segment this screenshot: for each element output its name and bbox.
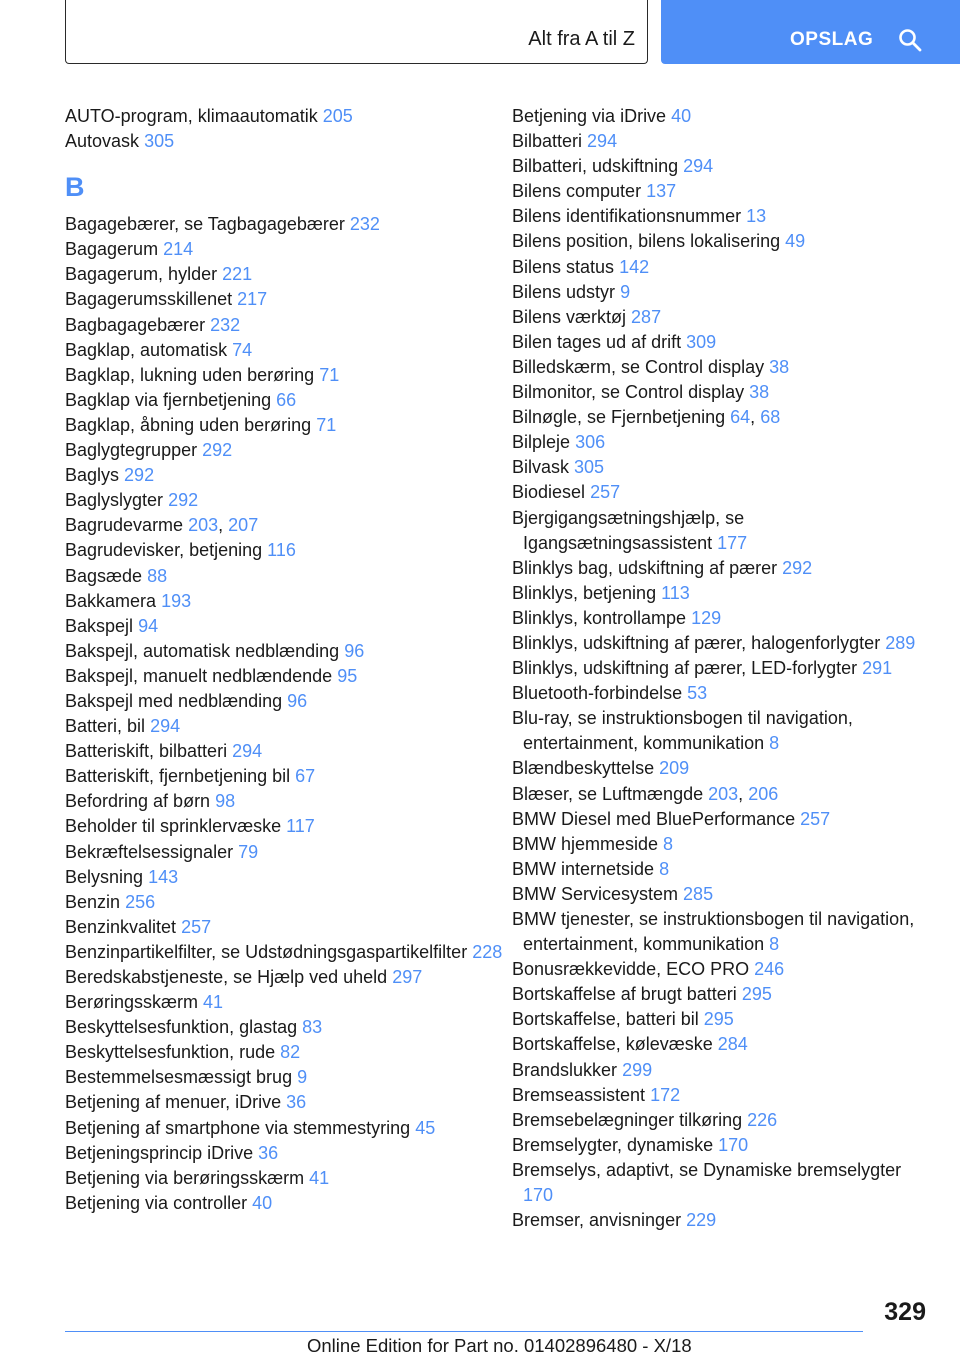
page-link[interactable]: 226: [747, 1109, 778, 1130]
index-entry: [512, 556, 922, 581]
index-entry: [512, 330, 922, 355]
index-entry: [512, 280, 922, 305]
index-entry: [65, 1116, 505, 1141]
index-entry: [65, 714, 505, 739]
page-link[interactable]: 66: [276, 389, 297, 410]
index-entry: [512, 255, 922, 280]
index-entry-text: Bilens udstyr: [512, 281, 616, 302]
page-link[interactable]: 9: [297, 1067, 308, 1088]
index-entry: [65, 1015, 505, 1040]
index-entry: [512, 706, 922, 756]
page-link[interactable]: 177: [717, 532, 748, 553]
page-number: 329: [884, 1298, 926, 1326]
index-entry-text: Bilnøgle, se Fjernbetjening: [512, 407, 726, 428]
page-link[interactable]: 294: [150, 716, 181, 737]
index-entry-text: Baglys: [65, 465, 120, 486]
page-link[interactable]: 289: [885, 632, 916, 653]
page-link[interactable]: 143: [148, 866, 179, 887]
index-entry: [65, 764, 505, 789]
index-entry-text: Bagagebærer, se Tagbagagebærer: [65, 214, 345, 235]
index-entry: [65, 1040, 505, 1065]
index-entry: [65, 1166, 505, 1191]
index-entry: [512, 430, 922, 455]
page-link[interactable]: 284: [717, 1034, 748, 1055]
page-link[interactable]: 36: [258, 1142, 279, 1163]
index-entry-text: Bestemmelsesmæssigt brug: [65, 1067, 293, 1088]
index-entry-text: Belysning: [65, 866, 144, 887]
index-entry-text: Biodiesel: [512, 482, 586, 503]
page-link[interactable]: 38: [769, 356, 790, 377]
page-link[interactable]: 203: [708, 783, 739, 804]
page-link[interactable]: 292: [124, 465, 155, 486]
page-link[interactable]: 305: [144, 131, 175, 152]
index-entry-text: Batteriskift, bilbatteri: [65, 741, 228, 762]
page-link[interactable]: 203: [188, 515, 219, 536]
page-link[interactable]: 257: [800, 808, 831, 829]
index-entry-text: Bortskaffelse, batteri bil: [512, 1009, 699, 1030]
index-entry: [512, 506, 922, 556]
index-entry-text: BMW Diesel med BluePerformance: [512, 808, 796, 829]
page-link[interactable]: 287: [631, 306, 662, 327]
index-entry: [512, 480, 922, 505]
top-entries: [65, 104, 505, 154]
index-entry-text: Bremselys, adaptivt, se Dynamiske bremselygter: [512, 1159, 902, 1180]
index-entry-text: Bagrudevisker, betjening: [65, 540, 263, 561]
index-entry-text: Brandslukker: [512, 1059, 618, 1080]
index-entry: [65, 664, 505, 689]
page-link[interactable]: 88: [147, 565, 168, 586]
index-entry-text: Autovask: [65, 131, 140, 152]
page-link[interactable]: 228: [472, 941, 503, 962]
index-column-right: [512, 104, 922, 1233]
page-link[interactable]: 49: [785, 231, 806, 252]
page-link[interactable]: 98: [215, 791, 236, 812]
index-entry-text: Beredskabstjeneste, se Hjælp ved uheld: [65, 967, 388, 987]
page-link[interactable]: 71: [319, 364, 340, 385]
page-link[interactable]: 40: [252, 1192, 273, 1213]
page-link[interactable]: 295: [703, 1009, 734, 1030]
page-link[interactable]: 113: [661, 582, 690, 603]
page-link[interactable]: 299: [622, 1059, 653, 1080]
index-entry: [512, 907, 922, 957]
index-entry: [65, 589, 505, 614]
index-entry: [512, 857, 922, 882]
page-link[interactable]: 67: [295, 766, 316, 787]
page-link[interactable]: 53: [687, 683, 708, 704]
index-entry-text: Blu-ray, se instruktionsbogen til navigation, entertainment, kommunikation: [512, 708, 853, 754]
index-tab[interactable]: [65, 0, 648, 64]
index-entry: [65, 212, 505, 237]
page-link[interactable]: 309: [686, 331, 717, 352]
index-entry-text: Bagrudevarme: [65, 515, 184, 536]
index-entry: [512, 229, 922, 254]
index-entry-text: Bagbagagebærer: [65, 314, 206, 335]
index-entry-text: BMW internetside: [512, 858, 655, 879]
page-link[interactable]: 40: [671, 106, 692, 126]
index-entry: [65, 262, 505, 287]
index-entry: [512, 455, 922, 480]
page-link[interactable]: 214: [163, 239, 194, 260]
index-entry: [65, 1191, 505, 1216]
index-entry-text: Bortskaffelse, kølevæske: [512, 1034, 713, 1055]
index-entry-text: Betjening via controller: [65, 1192, 248, 1213]
page-link[interactable]: 94: [138, 615, 159, 636]
index-entry-text: Batteriskift, fjernbetjening bil: [65, 766, 291, 787]
section-entries: [512, 104, 922, 1233]
search-icon[interactable]: [898, 28, 922, 52]
index-entry: [65, 363, 505, 388]
index-entry: [65, 129, 505, 154]
index-entry: [65, 413, 505, 438]
index-entry-text: Befordring af børn: [65, 791, 211, 812]
index-entry-text: Bortskaffelse af brugt batteri: [512, 984, 737, 1005]
page-link[interactable]: 170: [718, 1134, 749, 1155]
index-entry: [65, 990, 505, 1015]
page-link[interactable]: 117: [286, 816, 315, 837]
page-link[interactable]: 95: [337, 665, 358, 686]
index-entry: [65, 915, 505, 940]
index-entry: [65, 338, 505, 363]
index-entry: [65, 890, 505, 915]
index-tab-label: Alt fra A til Z: [528, 28, 635, 50]
page-link[interactable]: 294: [683, 156, 714, 177]
index-entry: [512, 355, 922, 380]
index-entry: [65, 639, 505, 664]
index-entry: [65, 814, 505, 839]
index-entry: [65, 1090, 505, 1115]
page-link[interactable]: 291: [862, 658, 893, 679]
page-link[interactable]: 96: [344, 640, 365, 661]
index-entry: [512, 1133, 922, 1158]
section-entries: [65, 212, 505, 1216]
index-entry-text: Bakspejl med nedblænding: [65, 690, 283, 711]
page-link[interactable]: 79: [238, 841, 259, 862]
index-entry: [512, 1058, 922, 1083]
page-link[interactable]: 68: [760, 407, 781, 428]
index-entry: [65, 1141, 505, 1166]
index-entry: [512, 204, 922, 229]
index-entry: [65, 488, 505, 513]
index-entry: [65, 237, 505, 262]
index-entry: [65, 965, 505, 990]
index-entry: [512, 832, 922, 857]
footer-divider: [65, 1331, 863, 1332]
index-entry: [65, 739, 505, 764]
index-entry-text: Beholder til sprinklervæske: [65, 816, 282, 837]
page-link[interactable]: 116: [267, 540, 296, 561]
page-link[interactable]: 129: [691, 607, 722, 628]
index-entry-text: Bilens computer: [512, 181, 642, 202]
index-entry: [512, 1032, 922, 1057]
index-entry: [512, 1083, 922, 1108]
page-link[interactable]: 217: [237, 289, 268, 310]
page-link[interactable]: 193: [161, 590, 192, 611]
index-entry-text: Blinklys, udskiftning af pærer, halogenforlygter: [512, 632, 881, 653]
index-entry: [65, 104, 505, 129]
index-entry: [512, 154, 922, 179]
index-entry: [512, 957, 922, 982]
section-letter: B: [65, 172, 85, 203]
index-entry-text: Bagagerum, hylder: [65, 264, 218, 285]
index-entry-text: Berøringsskærm: [65, 992, 199, 1013]
index-entry-text: Bakkamera: [65, 590, 157, 611]
page-link[interactable]: 292: [168, 490, 199, 511]
edition-footer: Online Edition for Part no. 01402896480 - X/18: [307, 1335, 692, 1356]
index-entry: [65, 689, 505, 714]
page-link[interactable]: 294: [587, 131, 618, 152]
index-entry-text: Bjergigangsætningshjælp, se Igangsætningsassistent: [512, 507, 745, 553]
page-link[interactable]: 170: [523, 1185, 554, 1206]
page-link[interactable]: 41: [309, 1167, 330, 1188]
page-link[interactable]: 142: [619, 256, 650, 277]
index-entry: Bilnøgle, se Fjernbetjening 64, 68: [512, 407, 781, 428]
index-entry: [512, 882, 922, 907]
index-entry-text: Bagklap, lukning uden berøring: [65, 364, 315, 385]
index-entry: [512, 581, 922, 606]
index-entry-text: Bilmonitor, se Control display: [512, 382, 745, 403]
index-entry: [512, 656, 922, 681]
page-link[interactable]: 229: [686, 1210, 717, 1231]
page-link[interactable]: 74: [232, 339, 253, 360]
index-entry-text: Blinklys bag, udskiftning af pærer: [512, 557, 778, 578]
index-entry-text: Bagsæde: [65, 565, 143, 586]
index-entry: [65, 463, 505, 488]
index-entry-text: Bilpleje: [512, 432, 571, 453]
index-entry-text: AUTO-program, klimaautomatik: [65, 106, 318, 126]
page-link[interactable]: 294: [232, 741, 263, 762]
page-link[interactable]: 36: [286, 1092, 307, 1113]
page-link[interactable]: 8: [663, 833, 674, 854]
index-entry-text: Betjening via berøringsskærm: [65, 1167, 305, 1188]
page-link[interactable]: 306: [575, 432, 606, 453]
index-entry-text: Bagklap, åbning uden berøring: [65, 414, 312, 435]
index-entry: [65, 538, 505, 563]
page-link[interactable]: 172: [650, 1084, 681, 1105]
index-entry-text: Bremselygter, dynamiske: [512, 1134, 714, 1155]
index-entry-text: Benzinpartikelfilter, se Udstødningsgaspartikelfilter: [65, 941, 468, 962]
page-link[interactable]: 9: [620, 281, 631, 302]
index-entry: Blæser, se Luftmængde 203, 206: [512, 783, 779, 804]
index-entry: [65, 287, 505, 312]
page-link[interactable]: 297: [392, 967, 423, 987]
index-entry-text: Bluetooth-forbindelse: [512, 683, 683, 704]
page-link[interactable]: 64: [730, 407, 751, 428]
page-link[interactable]: 246: [754, 959, 785, 980]
page-link[interactable]: 221: [222, 264, 253, 285]
page-link[interactable]: 82: [280, 1042, 301, 1063]
index-entry-text: Bonusrækkevidde, ECO PRO: [512, 959, 750, 980]
index-entry: [65, 789, 505, 814]
index-entry-text: Bagklap via fjernbetjening: [65, 389, 272, 410]
index-entry: [65, 840, 505, 865]
index-entry-text: Bilbatteri, udskiftning: [512, 156, 679, 177]
index-entry-text: Bagagerumsskillenet: [65, 289, 233, 310]
index-entry-text: Batteri, bil: [65, 716, 146, 737]
index-entry: [512, 305, 922, 330]
index-entry-text: Billedskærm, se Control display: [512, 356, 765, 377]
index-entry: [512, 1208, 922, 1233]
page-link[interactable]: 8: [769, 934, 780, 955]
index-entry: [65, 438, 505, 463]
index-entry-text: BMW Servicesystem: [512, 883, 679, 904]
page-link[interactable]: 285: [683, 883, 714, 904]
page-link[interactable]: 45: [415, 1117, 436, 1138]
index-entry-text: Betjening af smartphone via stemmestyring: [65, 1117, 411, 1138]
index-entry-text: Blinklys, udskiftning af pærer, LED-forlygter: [512, 658, 858, 679]
page-link[interactable]: 96: [287, 690, 308, 711]
index-entry-text: Beskyttelsesfunktion, glastag: [65, 1017, 298, 1038]
index-entry-text: Bremseassistent: [512, 1084, 646, 1105]
index-entry-text: BMW tjenester, se instruktionsbogen til navigation, entertainment, kommunikation: [512, 909, 915, 955]
index-entry: [512, 179, 922, 204]
index-entry-text: Betjening via iDrive: [512, 106, 667, 126]
index-entry-text: Bilens identifikationsnummer: [512, 206, 742, 227]
page-link[interactable]: 8: [769, 733, 780, 754]
page-link[interactable]: 257: [181, 916, 212, 937]
page-link[interactable]: 8: [659, 858, 670, 879]
index-entry-text: Betjening af menuer, iDrive: [65, 1092, 282, 1113]
index-entry-text: Bremsebelægninger tilkøring: [512, 1109, 743, 1130]
index-entry-text: Bilens værktøj: [512, 306, 627, 327]
index-entry-text: Benzin: [65, 891, 121, 912]
page-link[interactable]: 38: [749, 382, 770, 403]
page-link[interactable]: 41: [203, 992, 224, 1013]
index-entry: [512, 1158, 922, 1208]
page-link[interactable]: 256: [125, 891, 156, 912]
index-entry: Bagrudevarme 203, 207: [65, 515, 259, 536]
index-entry: [512, 380, 922, 405]
page-link[interactable]: 305: [574, 457, 605, 478]
page-link[interactable]: 206: [748, 783, 779, 804]
index-entry-text: Bakspejl: [65, 615, 134, 636]
index-entry-text: Bakspejl, manuelt nedblændende: [65, 665, 333, 686]
index-entry: [65, 388, 505, 413]
index-entry-text: Blændbeskyttelse: [512, 758, 655, 779]
index-entry-text: Bilbatteri: [512, 131, 583, 152]
page-link[interactable]: 137: [646, 181, 677, 202]
index-entry-text: Bilens status: [512, 256, 615, 277]
index-entry: [512, 681, 922, 706]
index-entry: [512, 129, 922, 154]
page-link[interactable]: 207: [228, 515, 259, 536]
index-entry: [512, 1108, 922, 1133]
index-entry-text: Benzinkvalitet: [65, 916, 177, 937]
index-entry: [512, 104, 922, 129]
page-link[interactable]: 209: [659, 758, 690, 779]
page-link[interactable]: 205: [322, 106, 353, 126]
index-entry: [65, 313, 505, 338]
index-entry-text: Baglygtegrupper: [65, 440, 198, 461]
index-entry-text: Bilen tages ud af drift: [512, 331, 682, 352]
page-link[interactable]: 257: [590, 482, 621, 503]
index-entry-text: Bilvask: [512, 457, 570, 478]
index-entry-text: Betjeningsprincip iDrive: [65, 1142, 254, 1163]
index-entry-text: Bremser, anvisninger: [512, 1210, 682, 1231]
page-link[interactable]: 232: [210, 314, 241, 335]
index-column-left: [65, 104, 505, 1216]
index-entry: [512, 1007, 922, 1032]
index-entry-text: Bilens position, bilens lokalisering: [512, 231, 781, 252]
index-entry: [512, 631, 922, 656]
page-link[interactable]: 83: [302, 1017, 323, 1038]
page-link[interactable]: 13: [746, 206, 767, 227]
index-entry: [65, 940, 505, 965]
page-link[interactable]: 292: [782, 557, 813, 578]
index-entry-text: BMW hjemmeside: [512, 833, 659, 854]
page-link[interactable]: 292: [202, 440, 233, 461]
index-entry-text: Bagagerum: [65, 239, 159, 260]
index-entry: [512, 756, 922, 781]
index-entry-text: Baglyslygter: [65, 490, 164, 511]
index-entry-text: Beskyttelsesfunktion, rude: [65, 1042, 276, 1063]
index-entry-text: Bagklap, automatisk: [65, 339, 228, 360]
lookup-tab-label: OPSLAG: [790, 29, 874, 50]
page-link[interactable]: 295: [741, 984, 772, 1005]
index-entry-text: Bakspejl, automatisk nedblænding: [65, 640, 340, 661]
index-entry: [512, 606, 922, 631]
index-entry-text: Blinklys, kontrollampe: [512, 607, 687, 628]
page-link[interactable]: 71: [316, 414, 337, 435]
index-entry-text: Bekræftelsessignaler: [65, 841, 234, 862]
index-entry: [512, 807, 922, 832]
index-entry: [65, 865, 505, 890]
lookup-tab[interactable]: [661, 0, 960, 64]
index-entry: [65, 564, 505, 589]
index-entry-text: Blæser, se Luftmængde: [512, 783, 704, 804]
index-entry: [512, 982, 922, 1007]
page-link[interactable]: 232: [349, 214, 380, 235]
index-entry-text: Blinklys, betjening: [512, 582, 657, 603]
index-entry: [65, 1065, 505, 1090]
index-entry: [65, 614, 505, 639]
